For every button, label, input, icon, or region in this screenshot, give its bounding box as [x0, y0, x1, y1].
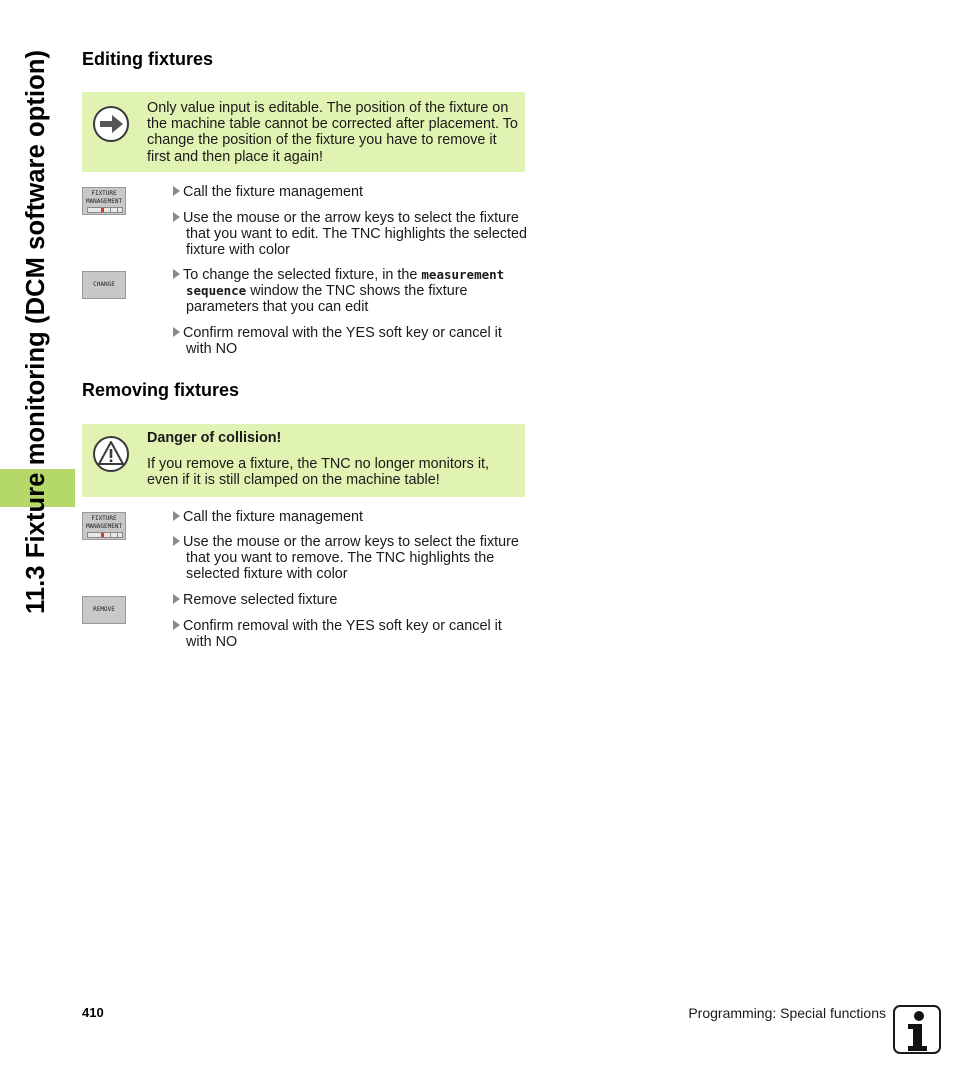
step-item [173, 534, 519, 583]
note-box-removing [82, 424, 525, 497]
step-text: Use the mouse or the arrow keys to select the fixture [183, 534, 519, 550]
note-line: the machine table cannot be corrected after placement. To [147, 116, 518, 133]
arrow-right-icon [92, 105, 130, 143]
step-item [173, 184, 363, 200]
step-text: Call the fixture management [183, 509, 363, 525]
step-text: parameters that you can edit [186, 299, 369, 316]
step-arrow-icon [173, 536, 180, 546]
step-arrow-icon [173, 511, 180, 521]
info-icon [893, 1005, 941, 1054]
section-heading-removing: Removing fixtures [82, 380, 240, 400]
step-item [173, 592, 337, 608]
step-text: that you want to edit. The TNC highlights the selected [186, 226, 528, 243]
note-box-editing [82, 92, 525, 172]
step-text: selected fixture with color [186, 566, 348, 583]
step-text: Confirm removal with the YES soft key or cancel it [183, 618, 502, 634]
step-arrow-icon [173, 212, 180, 222]
step-text: To change the selected fixture, in the [183, 267, 422, 283]
fixture-management-softkey[interactable] [82, 187, 126, 215]
step-item [173, 210, 527, 259]
remove-softkey[interactable]: REMOVE [82, 596, 126, 624]
page-number: 410 [82, 1005, 104, 1020]
step-item [173, 325, 502, 357]
info-glyph [895, 1007, 939, 1052]
section-heading-editing: Editing fixtures [82, 49, 214, 69]
footer-chapter: Programming: Special functions [688, 1005, 886, 1021]
fixture-management-softkey[interactable] [82, 512, 126, 540]
step-text: Use the mouse or the arrow keys to select the fixture [183, 210, 519, 226]
step-text: Confirm removal with the YES soft key or cancel it [183, 325, 502, 341]
step-text: that you want to remove. The TNC highlights the [186, 550, 495, 567]
note-line: first and then place it again! [147, 148, 323, 165]
change-softkey[interactable]: CHANGE [82, 271, 126, 299]
step-text: with NO [186, 634, 238, 651]
softkey-label: MANAGEMENT [85, 523, 123, 530]
window-name: sequence [186, 283, 247, 299]
warning-icon [92, 435, 130, 473]
softkey-label: FIXTURE [91, 515, 117, 522]
note-text [147, 430, 522, 489]
note-text [147, 100, 522, 165]
step-arrow-icon [173, 620, 180, 630]
step-text: fixture with color [186, 242, 290, 259]
note-line: Only value input is editable. The position of the fixture on [147, 100, 509, 116]
step-item [173, 509, 363, 525]
step-arrow-icon [173, 186, 180, 196]
step-arrow-icon [173, 594, 180, 604]
fixture-diagram-icon [87, 532, 123, 538]
note-line: If you remove a fixture, the TNC no longer monitors it, [147, 456, 490, 473]
step-text: Remove selected fixture [183, 592, 338, 608]
softkey-label: FIXTURE [91, 190, 117, 197]
chapter-title-text: 11.3 Fixture monitoring (DCM software option) [22, 49, 50, 614]
softkey-label: MANAGEMENT [85, 198, 123, 205]
note-line: even if it is still clamped on the machine table! [147, 472, 440, 489]
step-text: with NO [186, 341, 238, 358]
note-title: Danger of collision! [147, 430, 282, 446]
step-arrow-icon [173, 327, 180, 337]
step-text: window the TNC shows the fixture [246, 283, 468, 300]
fixture-diagram-icon [87, 207, 123, 213]
step-arrow-icon [173, 269, 180, 279]
window-name: measurement [421, 267, 505, 282]
step-text: Call the fixture management [183, 184, 363, 200]
step-item [173, 267, 504, 316]
step-item [173, 618, 502, 650]
note-line: change the position of the fixture you have to remove it [147, 132, 497, 149]
